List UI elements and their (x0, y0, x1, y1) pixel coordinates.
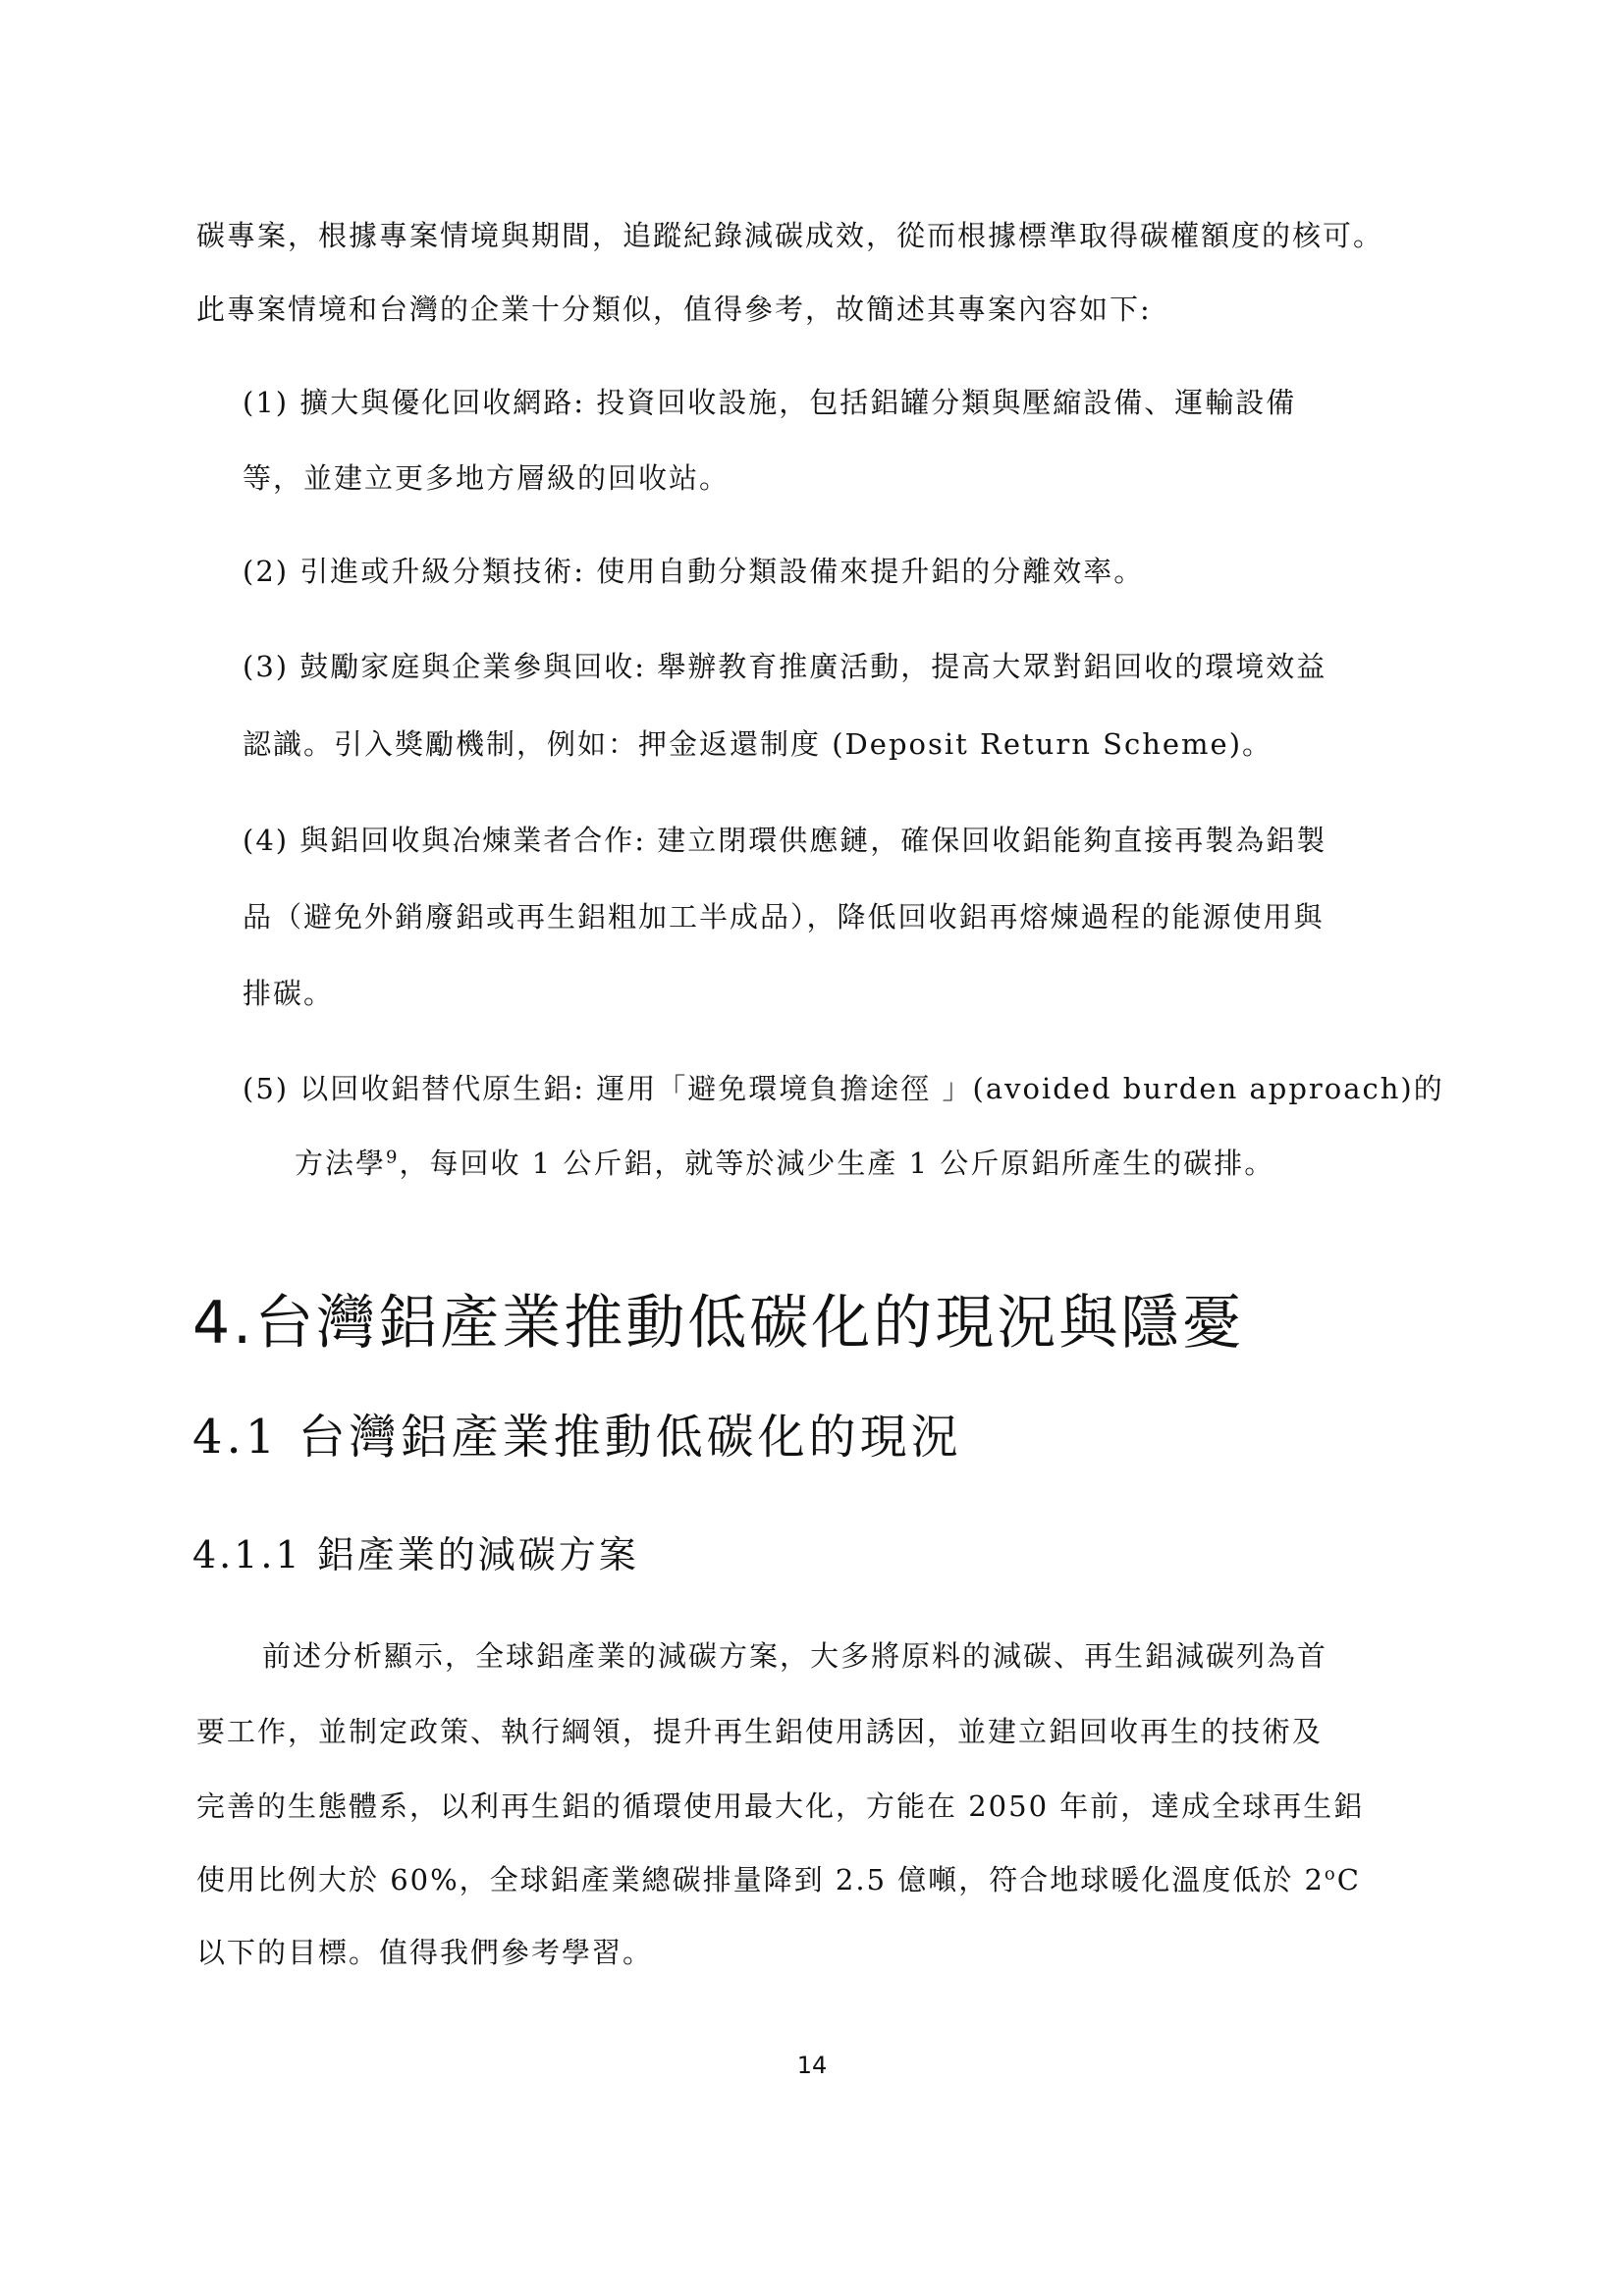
list-item-4-line-3: 排碳。 (243, 977, 335, 1010)
body-line-4-post: C (1336, 1863, 1361, 1896)
list-item-4-line-1: (4) 與鋁回收與冶煉業者合作: 建立閉環供應鏈，確保回收鋁能夠直接再製為鋁製 (243, 824, 1327, 857)
body-line-3: 完善的生態體系，以利再生鋁的循環使用最大化，方能在 2050 年前，達成全球再生鋁 (196, 1789, 1365, 1823)
intro-line-2: 此專案情境和台灣的企業十分類似，值得參考，故簡述其專案內容如下: (196, 293, 1152, 326)
list-item-3-line-2: 認識。引入獎勵機制，例如：押金返還制度 (Deposit Return Scheme)。 (243, 727, 1273, 761)
list-item-5-line-2-post: ，每回收 1 公斤鋁，就等於減少生產 1 公斤原鋁所產生的碳排。 (399, 1147, 1275, 1180)
body-line-4 (196, 1858, 1361, 1898)
degree-superscript: o (1324, 1863, 1337, 1885)
body-line-2: 要工作，並制定政策、執行綱領，提升再生鋁使用誘因，並建立鋁回收再生的技術及 (196, 1715, 1324, 1748)
list-item-5-line-2-pre: 方法學 (295, 1147, 387, 1180)
list-item-5-line-1: (5) 以回收鋁替代原生鋁: 運用「避免環境負擔途徑 」(avoided burden approach)的 (243, 1072, 1444, 1105)
section-heading-4: 4.台灣鋁產業推動低碳化的現況與隱憂 (192, 1289, 1245, 1358)
section-heading-4-1: 4.1 台灣鋁產業推動低碳化的現況 (192, 1410, 962, 1465)
body-line-1: 前述分析顯示，全球鋁產業的減碳方案，大多將原料的減碳、再生鋁減碳列為首 (262, 1639, 1328, 1673)
body-line-4-pre: 使用比例大於 60%，全球鋁產業總碳排量降到 2.5 億噸，符合地球暖化溫度低於 2 (196, 1863, 1325, 1896)
intro-line-1: 碳專案，根據專案情境與期間，追蹤紀錄減碳成效，從而根據標準取得碳權額度的核可。 (196, 219, 1384, 252)
section-heading-4-1-1: 4.1.1 鋁產業的減碳方案 (192, 1533, 639, 1576)
list-item-3-line-1: (3) 鼓勵家庭與企業參與回收: 舉辦教育推廣活動，提高大眾對鋁回收的環境效益 (243, 650, 1327, 683)
footnote-ref-9: 9 (386, 1147, 400, 1168)
list-item-1-line-1: (1) 擴大與優化回收網路: 投資回收設施，包括鋁罐分類與壓縮設備、運輸設備 (243, 386, 1297, 419)
list-item-2-line-1: (2) 引進或升級分類技術: 使用自動分類設備來提升鋁的分離效率。 (243, 555, 1145, 588)
list-item-4-line-2: 品（避免外銷廢鋁或再生鋁粗加工半成品），降低回收鋁再熔煉過程的能源使用與 (243, 900, 1325, 934)
list-item-5-line-2 (295, 1142, 1274, 1182)
page-number: 14 (796, 2052, 828, 2079)
body-line-5: 以下的目標。值得我們參考學習。 (196, 1936, 654, 1969)
list-item-1-line-2: 等，並建立更多地方層級的回收站。 (243, 461, 731, 495)
